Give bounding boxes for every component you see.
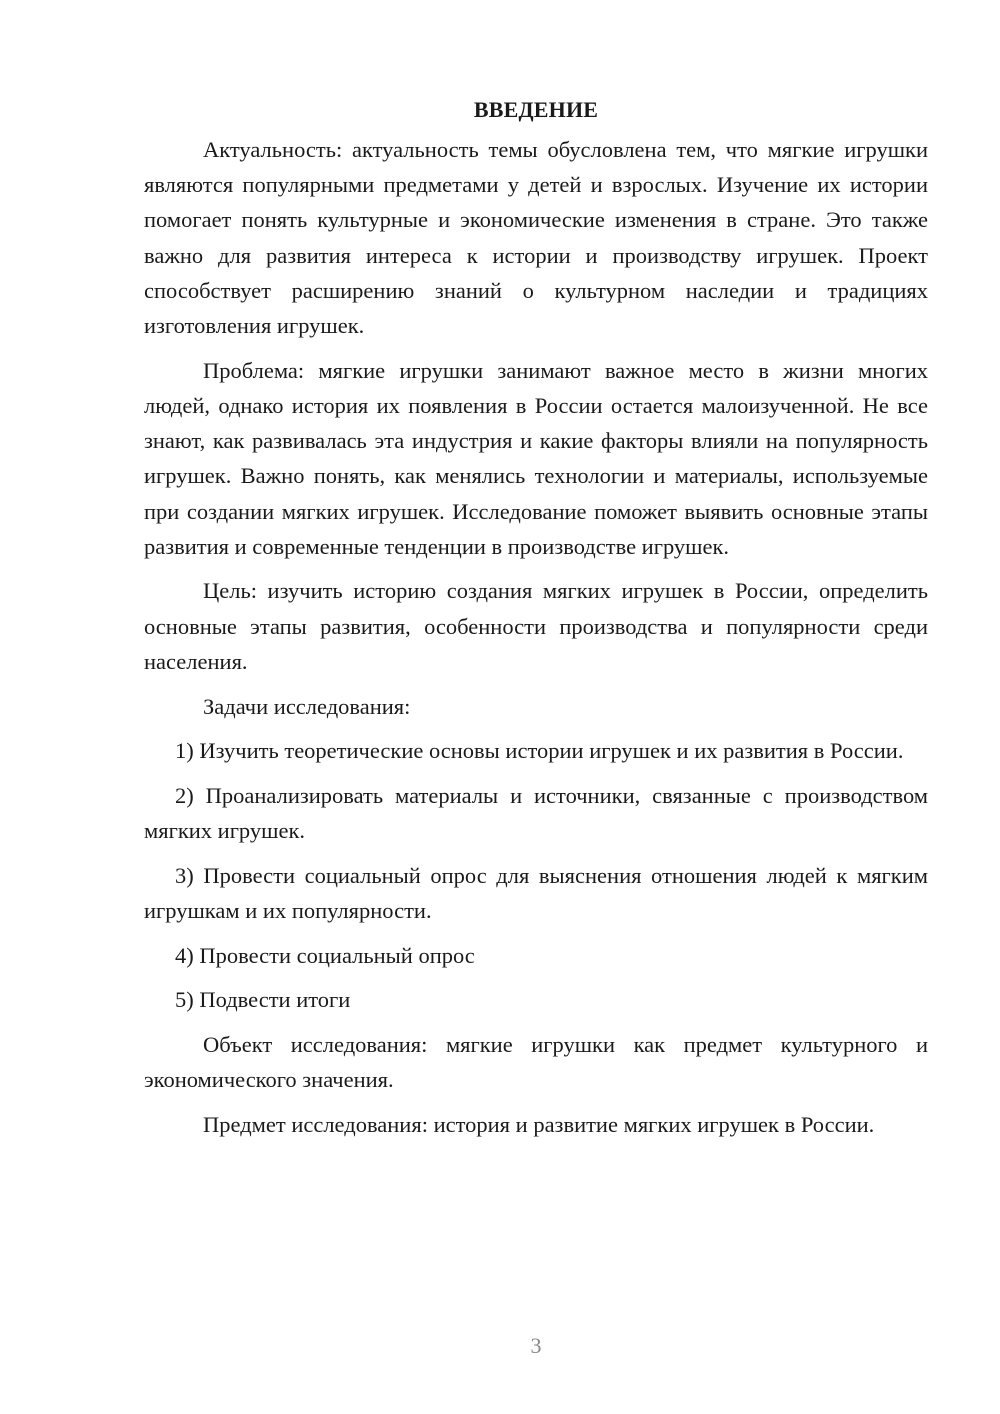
- task-item: 2) Проанализировать материалы и источники, связанные с производством мягких игрушек.: [144, 782, 928, 844]
- task-item: 4) Провести социальный опрос: [175, 942, 475, 968]
- task-item: 3) Провести социальный опрос для выяснения отношения людей к мягким игрушкам и их популярности.: [144, 862, 928, 924]
- task-item: 1) Изучить теоретические основы истории игрушек и их развития в России.: [175, 738, 904, 764]
- page-content: [144, 92, 928, 1152]
- task-item: 5) Подвести итоги: [175, 987, 351, 1013]
- research-subject-paragraph: Предмет исследования: история и развитие мягких игрушек в России.: [203, 1112, 875, 1138]
- problem-paragraph: Проблема: мягкие игрушки занимают важное место в жизни многих людей, однако история их появления в России остается малоизученной. Не все знают, как развивалась эта индустрия и какие факторы влияли на популярность игрушек. Важно понять, как менялись технологии и материалы, используемые при создании мягких игрушек. Исследование поможет выявить основные этапы развития и современные тенденции в производстве игрушек.: [144, 357, 928, 559]
- relevance-paragraph: Актуальность: актуальность темы обусловлена тем, что мягкие игрушки являются популярными предметами у детей и взрослых. Изучение их истории помогает понять культурные и экономические изменения в стране. Это также важно для развития интереса к истории и производству игрушек. Проект способствует расширению знаний о культурном наследии и традициях изготовления игрушек.: [144, 137, 928, 339]
- page-number: 3: [530, 1333, 542, 1358]
- goal-paragraph: Цель: изучить историю создания мягких игрушек в России, определить основные этапы развития, особенности производства и популярности среди населения.: [144, 578, 928, 674]
- section-title: ВВЕДЕНИЕ: [473, 97, 599, 122]
- research-object-paragraph: Объект исследования: мягкие игрушки как предмет культурного и экономического значения.: [144, 1032, 928, 1093]
- tasks-heading: Задачи исследования:: [203, 693, 411, 719]
